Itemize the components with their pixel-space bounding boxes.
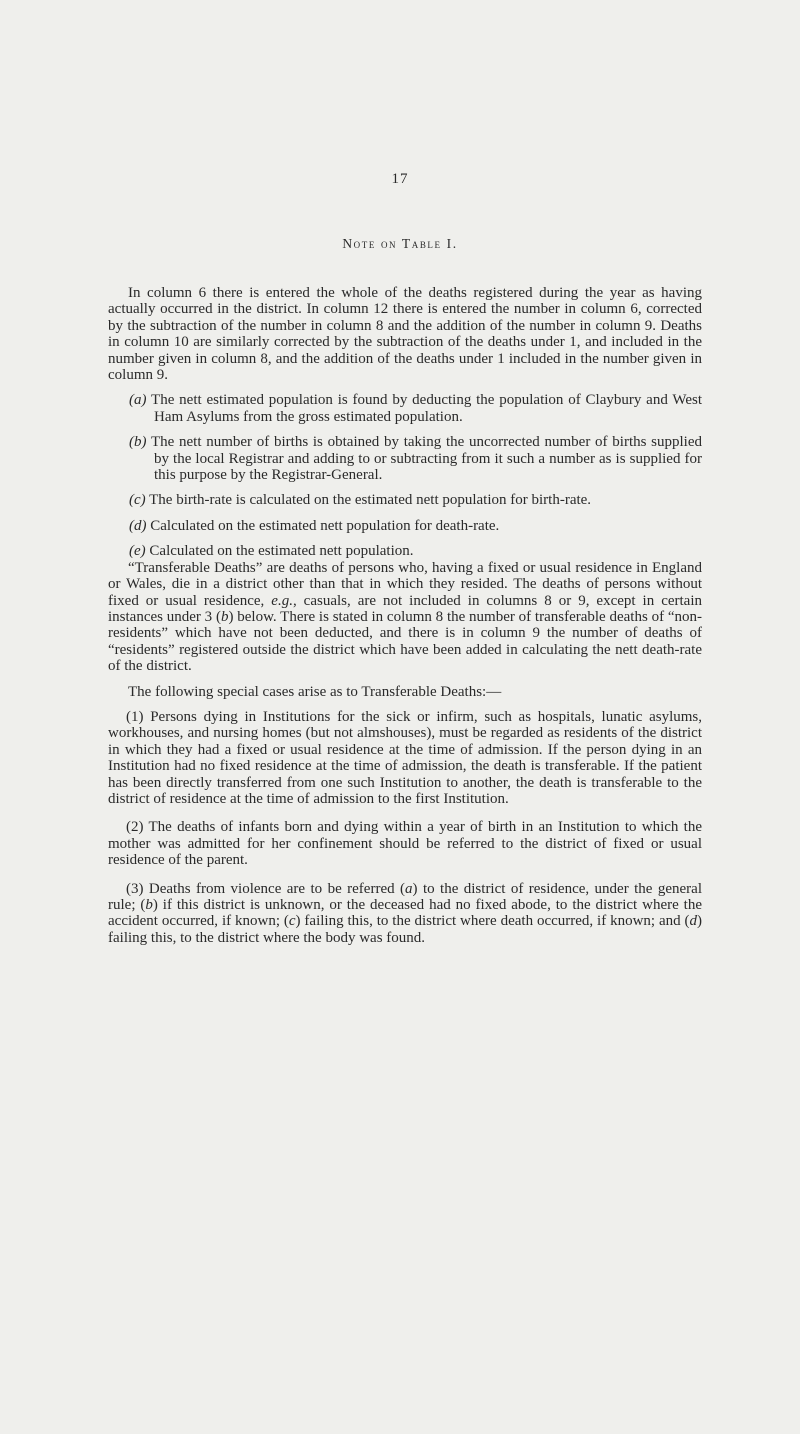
special-cases-intro: The following special cases arise as to Transferable Deaths:— (128, 683, 502, 700)
case-3-marker-c: c (288, 913, 296, 930)
note-d (108, 518, 702, 534)
note-marker: (e) (129, 543, 146, 560)
transferable-deaths-paragraph (108, 560, 702, 675)
note-a (108, 392, 702, 425)
note-b (108, 434, 702, 483)
case-3-text: ) if this district is unknown, or the deceased had no fixed abode, to the district where the accident occurred, if known; ( (108, 897, 702, 930)
body-text (108, 285, 702, 946)
b-reference: b (220, 608, 229, 625)
transferable-text-2: , casuals, are not included in columns 8 or 9, except in certain instances under 3 ( (108, 592, 702, 625)
note-text: The birth-rate is calculated on the estimated nett population for birth-rate. (149, 492, 592, 509)
page-number: 17 (391, 171, 409, 187)
case-1: (1) Persons dying in Institutions for the sick or infirm, such as hospitals, lunatic asylums, workhouses, and nursing homes (but not almshouses), must be regarded as residents of the district in which they had a fixed or usual residence at the time of admission. If the person dying in an Institution had no fixed residence at the time of admission, the death is transferable. If the patient has been directly transferred from one such Institution to another, the death is transferable to the district of residence at the time of admission to the first Institution. (108, 708, 702, 807)
note-marker: (d) (129, 517, 147, 534)
note-text: The nett estimated population is found by deducting the population of Claybury and West Ham Asylums from the gross estimated population. (151, 392, 702, 425)
case-3 (108, 881, 702, 947)
case-3-marker-d: d (689, 913, 697, 930)
note-marker: (c) (129, 492, 146, 509)
case-3-text: ) failing this, to the district where the body was found. (108, 913, 702, 946)
note-text: Calculated on the estimated nett population. (149, 543, 414, 560)
intro-paragraph: In column 6 there is entered the whole of the deaths registered during the year as having actually occurred in the district. In column 12 there is entered the number in column 6, corrected by the subtraction of the number in column 8 and the addition of the number in column 9. Deaths in column 10 are similarly corrected by the subtraction of the deaths under 1, and included in the number given in column 8, and the addition of the deaths under 1 included in the number given in column 9. (108, 285, 702, 384)
case-3-text: ) to the district of residence, under the general rule; ( (108, 880, 702, 913)
note-marker: (b) (129, 434, 147, 451)
note-text: Calculated on the estimated nett population for death-rate. (150, 517, 500, 534)
case-3-text: ) failing this, to the district where death occurred, if known; and ( (295, 913, 690, 930)
eg-abbrev: e.g. (271, 592, 293, 609)
note-e (108, 543, 702, 559)
case-3-marker-a: a (405, 880, 413, 897)
note-c (108, 492, 702, 508)
transferable-text-3: ) below. There is stated in column 8 the number of transferable deaths of “non-residents” which have not been deducted, and there is in column 9 the number of deaths of “residents” registered outside the district which have been added in calculating the nett death-rate of the district. (108, 608, 702, 675)
note-text: The nett number of births is obtained by taking the uncorrected number of births supplied by the local Registrar and adding to or subtracting from it such a number as is supplied for this purpose by the Registrar-General. (150, 434, 703, 484)
note-marker: (a) (129, 392, 147, 409)
case-3-text: (3) Deaths from violence are to be referred ( (126, 880, 406, 897)
case-3-marker-b: b (145, 897, 153, 913)
case-2: (2) The deaths of infants born and dying within a year of birth in an Institution to which the mother was admitted for her confinement should be referred to the district of fixed or usual residence of the parent. (108, 819, 702, 869)
section-heading: Note on Table I. (342, 236, 458, 251)
transferable-text-1: “Transferable Deaths” are deaths of persons who, having a fixed or usual residence in England or Wales, die in a district other than that in which they resided. The deaths of persons without fixed or usual residence, (108, 559, 702, 609)
